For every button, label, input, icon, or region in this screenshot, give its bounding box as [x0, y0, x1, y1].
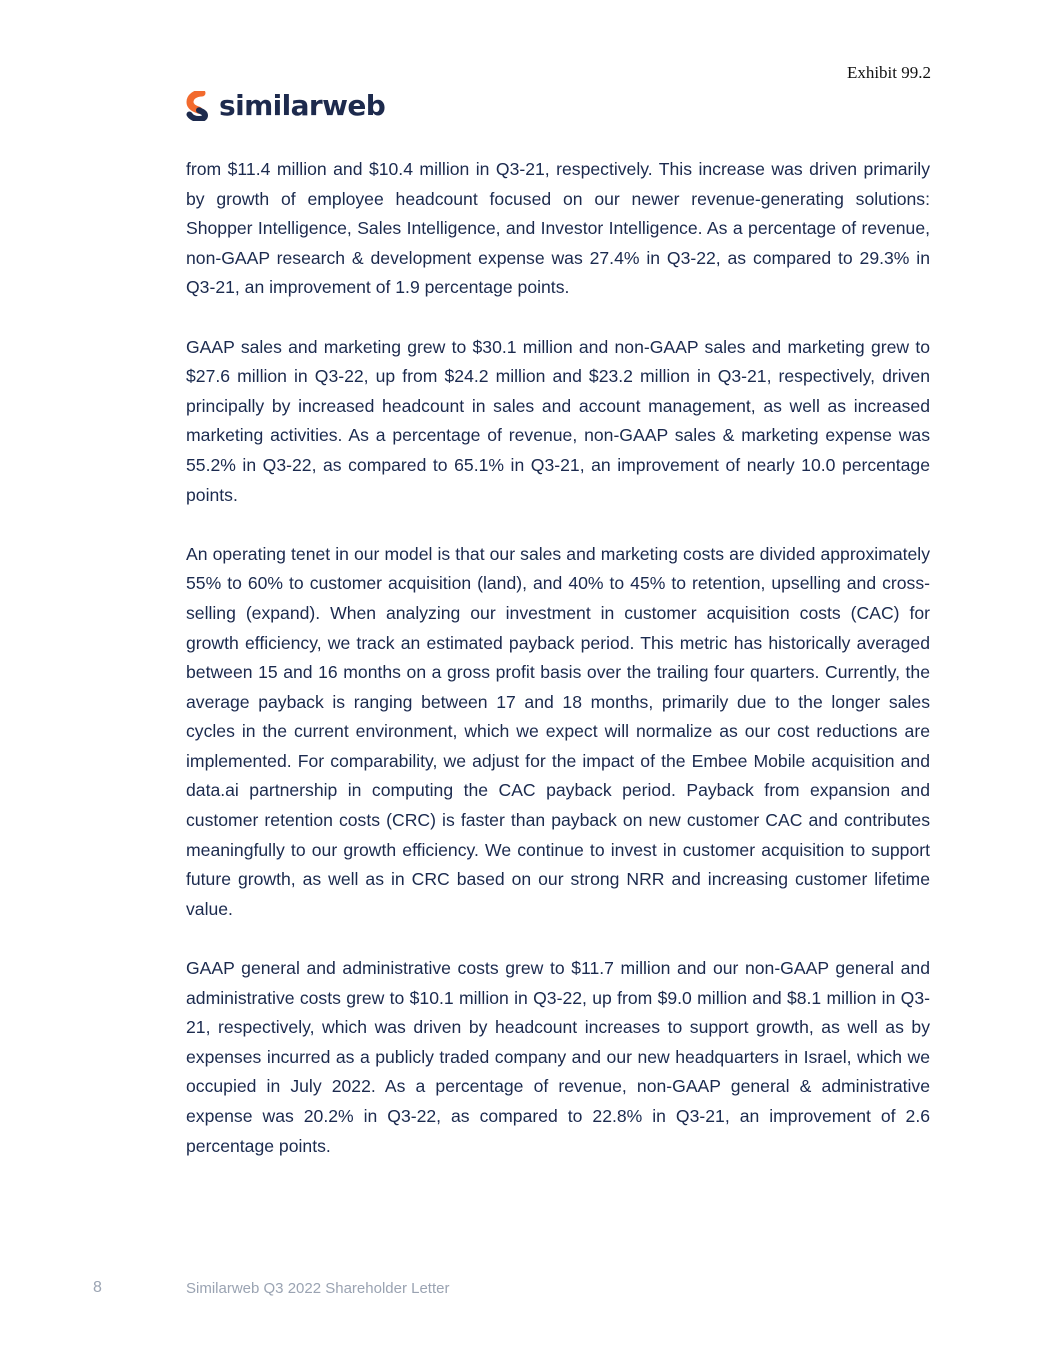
footer-page-number: 8 — [93, 1279, 102, 1296]
exhibit-label: Exhibit 99.2 — [846, 63, 931, 82]
paragraph-operating-tenet: An operating tenet in our model is that our sales and marketing costs are divided approximately 55% to 60% to customer acquisition (land), and 40% to 45% to retention, upselling and cross-selling (expand). When analyzing our investment in customer acquisition costs (CAC) for growth efficiency, we track an estimated payback period. This metric has historically averaged between 15 and 16 months on a gross profit basis over the trailing four quarters. Currently, the average payback is ranging between 17 and 18 months, primarily due to the longer sales cycles in the current environment, which we expect will normalize as our cost reductions are implemented. For comparability, we adjust for the impact of the Embee Mobile acquisition and data.ai partnership in computing the CAC payback period. Payback from expansion and customer retention costs (CRC) is faster than payback on new customer CAC and contributes meaningfully to our growth efficiency. We continue to invest in customer acquisition to support future growth, as well as in CRC based on our strong NRR and increasing customer lifetime value. — [186, 543, 930, 919]
paragraph-general-admin: GAAP general and administrative costs grew to $11.7 million and our non-GAAP general and administrative costs grew to $10.1 million in Q3-22, up from $9.0 million and $8.1 million in Q3-21, respectively, which was driven by headcount increases to support growth, as well as by expenses incurred as a publicly traded company and our new headquarters in Israel, which we occupied in July 2022. As a percentage of revenue, non-GAAP general & administrative expense was 20.2% in Q3-22, as compared to 22.8% in Q3-21, an improvement of 2.6 percentage points. — [186, 958, 930, 1156]
logo-wordmark: similarweb — [219, 89, 386, 122]
paragraph-rd-expense: from $11.4 million and $10.4 million in Q3-21, respectively. This increase was driven primarily by growth of employee headcount focused on our newer revenue-generating solutions: Shopper Intelligence, Sales Intelligence, and Investor Intelligence. As a percentage of revenue, non-GAAP research & development expense was 27.4% in Q3-22, as compared to 29.3% in Q3-21, an improvement of 1.9 percentage points. — [186, 159, 930, 298]
similarweb-logo-icon — [186, 91, 212, 121]
letter-body — [186, 155, 930, 1191]
footer-document-title: Similarweb Q3 2022 Shareholder Letter — [186, 1280, 450, 1297]
paragraph-sales-marketing: GAAP sales and marketing grew to $30.1 million and non-GAAP sales and marketing grew to $27.6 million in Q3-22, up from $24.2 million and $23.2 million in Q3-21, respectively, driven principally by increased headcount in sales and account management, as well as increased marketing activities. As a percentage of revenue, non-GAAP sales & marketing expense was 55.2% in Q3-22, as compared to 65.1% in Q3-21, an improvement of nearly 10.0 percentage points. — [186, 336, 930, 505]
similarweb-logo — [186, 88, 385, 124]
